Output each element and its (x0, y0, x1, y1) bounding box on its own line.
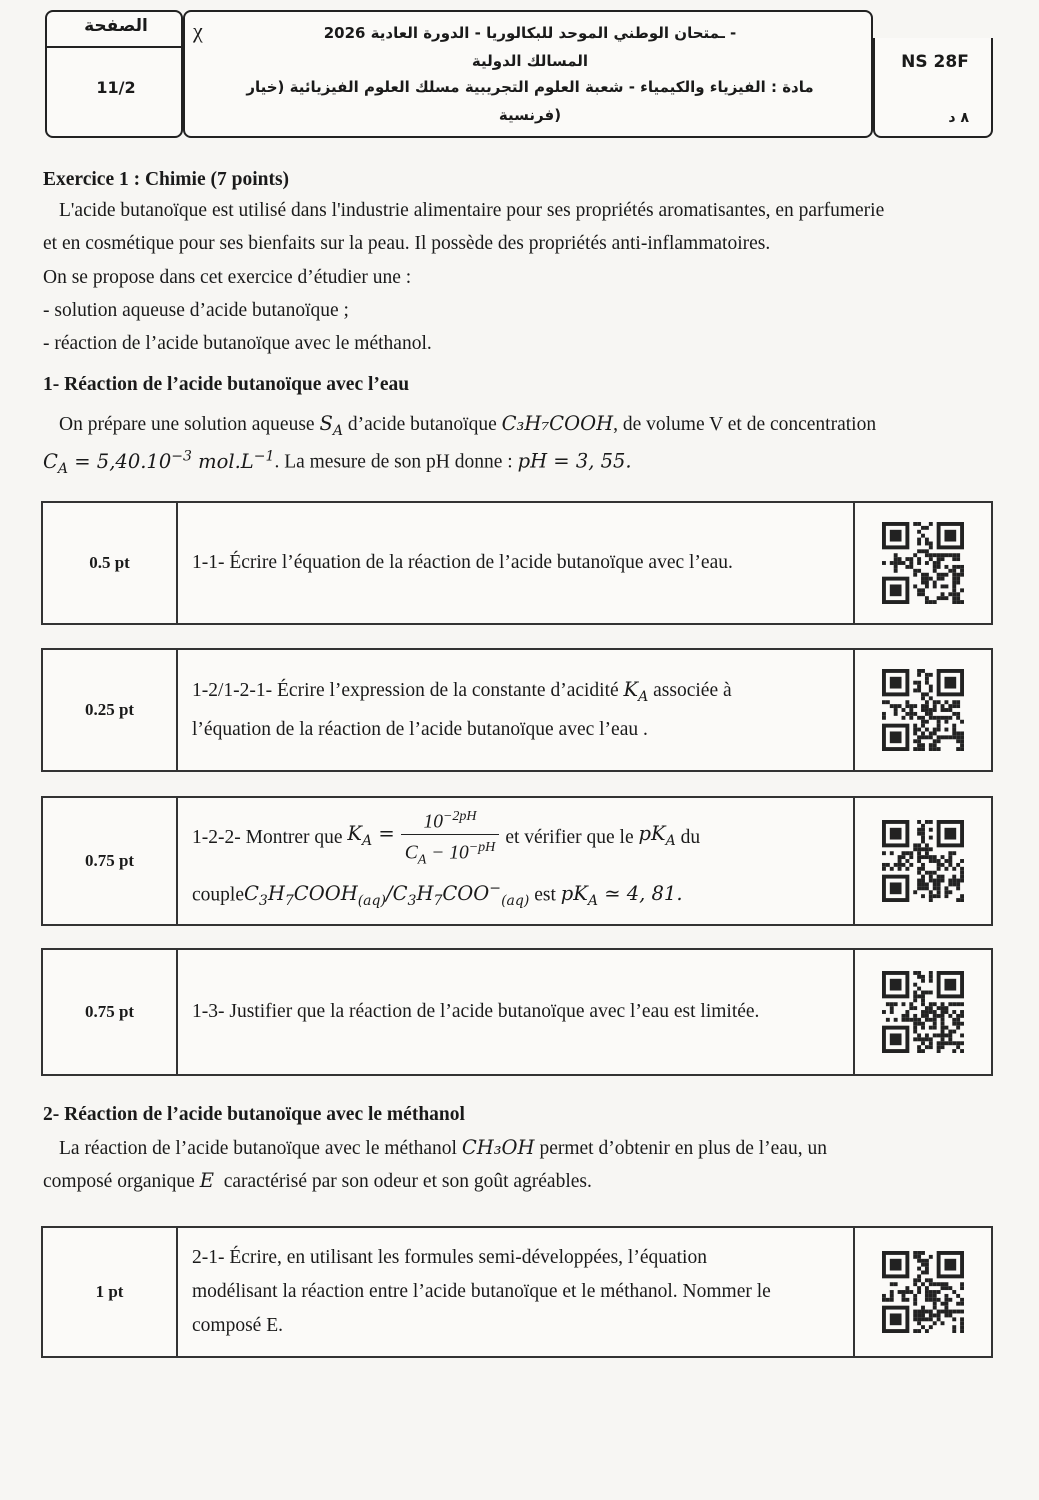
exercise-title: Exercice 1 : Chimie (7 points) (43, 169, 290, 190)
question-1-2-1 (41, 648, 993, 772)
question-text: 1-1- Écrire l’équation de la réaction de l’acide butanoïque avec l’eau. (192, 552, 733, 573)
intro-line-1: L'acide butanoïque est utilisé dans l'industrie alimentaire pour ses propriétés aromatisantes, en parfumerie (59, 200, 885, 221)
part2-title: 2- Réaction de l’acide butanoïque avec le méthanol (43, 1104, 465, 1125)
question-text: 1-2-2- Montrer que $K_A$ = $\frac{10^{-2pH}}{C_A - 10^{-pH}}$ et vérifier que le $pK_A$ du $coupleC_3H_7COOH_{(aq)}/C_3H_7COO^-_{(aq)}$ est $pK_A$ ≃ 4, 81. (178, 798, 853, 924)
bullet-2: - réaction de l’acide butanoïque avec le méthanol. (43, 333, 432, 354)
qr-code-icon[interactable] (853, 798, 991, 924)
points: 0.5 pt (43, 503, 178, 623)
part1-text-2: $C_A = 5,40.10^{-3}$ $mol.L^{-1}$. La mesure de son pH donne : pH = 3, 55. (43, 448, 632, 477)
part2-text-2: composé organique E caractérisé par son odeur et son goût agréables. (43, 1169, 592, 1192)
code-box (873, 38, 993, 138)
exam-duration: ٨ د (948, 110, 969, 126)
page-label: الصفحة (84, 16, 148, 36)
header-line-1: ـمتحان الوطني الموحد للبكالوريا - الدورة العادية 2026 - (323, 24, 737, 42)
header-line-3: مادة : الفيزياء والكيمياء - شعبة العلوم التجريبية مسلك العلوم الفيزيائية (خيار (246, 78, 814, 96)
bullet-1: - solution aqueuse d’acide butanoïque ; (43, 300, 349, 321)
points: 0.75 pt (43, 798, 178, 924)
question-text: 1-3- Justifier que la réaction de l’acide butanoïque avec l’eau est limitée. (192, 1001, 760, 1022)
qr-code-icon[interactable] (853, 950, 991, 1074)
page-number: 11/2 (96, 78, 136, 97)
ka-fraction: $\frac{10^{-2pH}}{C_A - 10^{-pH}}$ (401, 804, 500, 872)
part1-text-1: On prépare une solution aqueuse $S_A$ d’acide butanoïque C₃H₇COOH, de volume V et de concentration (59, 412, 877, 439)
question-text: 2-1- Écrire, en utilisant les formules semi-développées, l’équation modélisant la réaction entre l’acide butanoïque et le méthanol. Nommer le composé E. (192, 1247, 771, 1336)
qr-code-icon[interactable] (853, 503, 991, 623)
question-text: 1-2/1-2-1- Écrire l’expression de la constante d’acidité $K_A$ associée à l’équation de la réaction de l’acide butanoïque avec l’eau . (192, 677, 732, 741)
exam-header (45, 10, 995, 138)
question-1-2-2 (41, 796, 993, 926)
exam-code: NS 28F (901, 52, 969, 72)
question-2-1 (41, 1226, 993, 1358)
intro-line-3: On se propose dans cet exercice d’étudier une : (43, 267, 412, 288)
qr-code-icon[interactable] (853, 1228, 991, 1356)
points: 0.75 pt (43, 950, 178, 1074)
question-1-1 (41, 501, 993, 625)
points: 0.25 pt (43, 650, 178, 770)
part2-text-1: La réaction de l’acide butanoïque avec le méthanol CH₃OH permet d’obtenir en plus de l’eau, un (59, 1136, 827, 1159)
points: 1 pt (43, 1228, 178, 1356)
page-box (45, 10, 183, 138)
header-line-2: المسالك الدولية (471, 52, 589, 70)
seal-mark: χ (193, 18, 203, 43)
intro-line-2: et en cosmétique pour ses bienfaits sur la peau. Il possède des propriétés anti-inflammatoires. (43, 233, 771, 254)
qr-code-icon[interactable] (853, 650, 991, 770)
title-box (183, 10, 873, 138)
header-line-4: فرنسية) (498, 106, 562, 124)
part1-title: 1- Réaction de l’acide butanoïque avec l’eau (43, 374, 410, 395)
question-1-3 (41, 948, 993, 1076)
